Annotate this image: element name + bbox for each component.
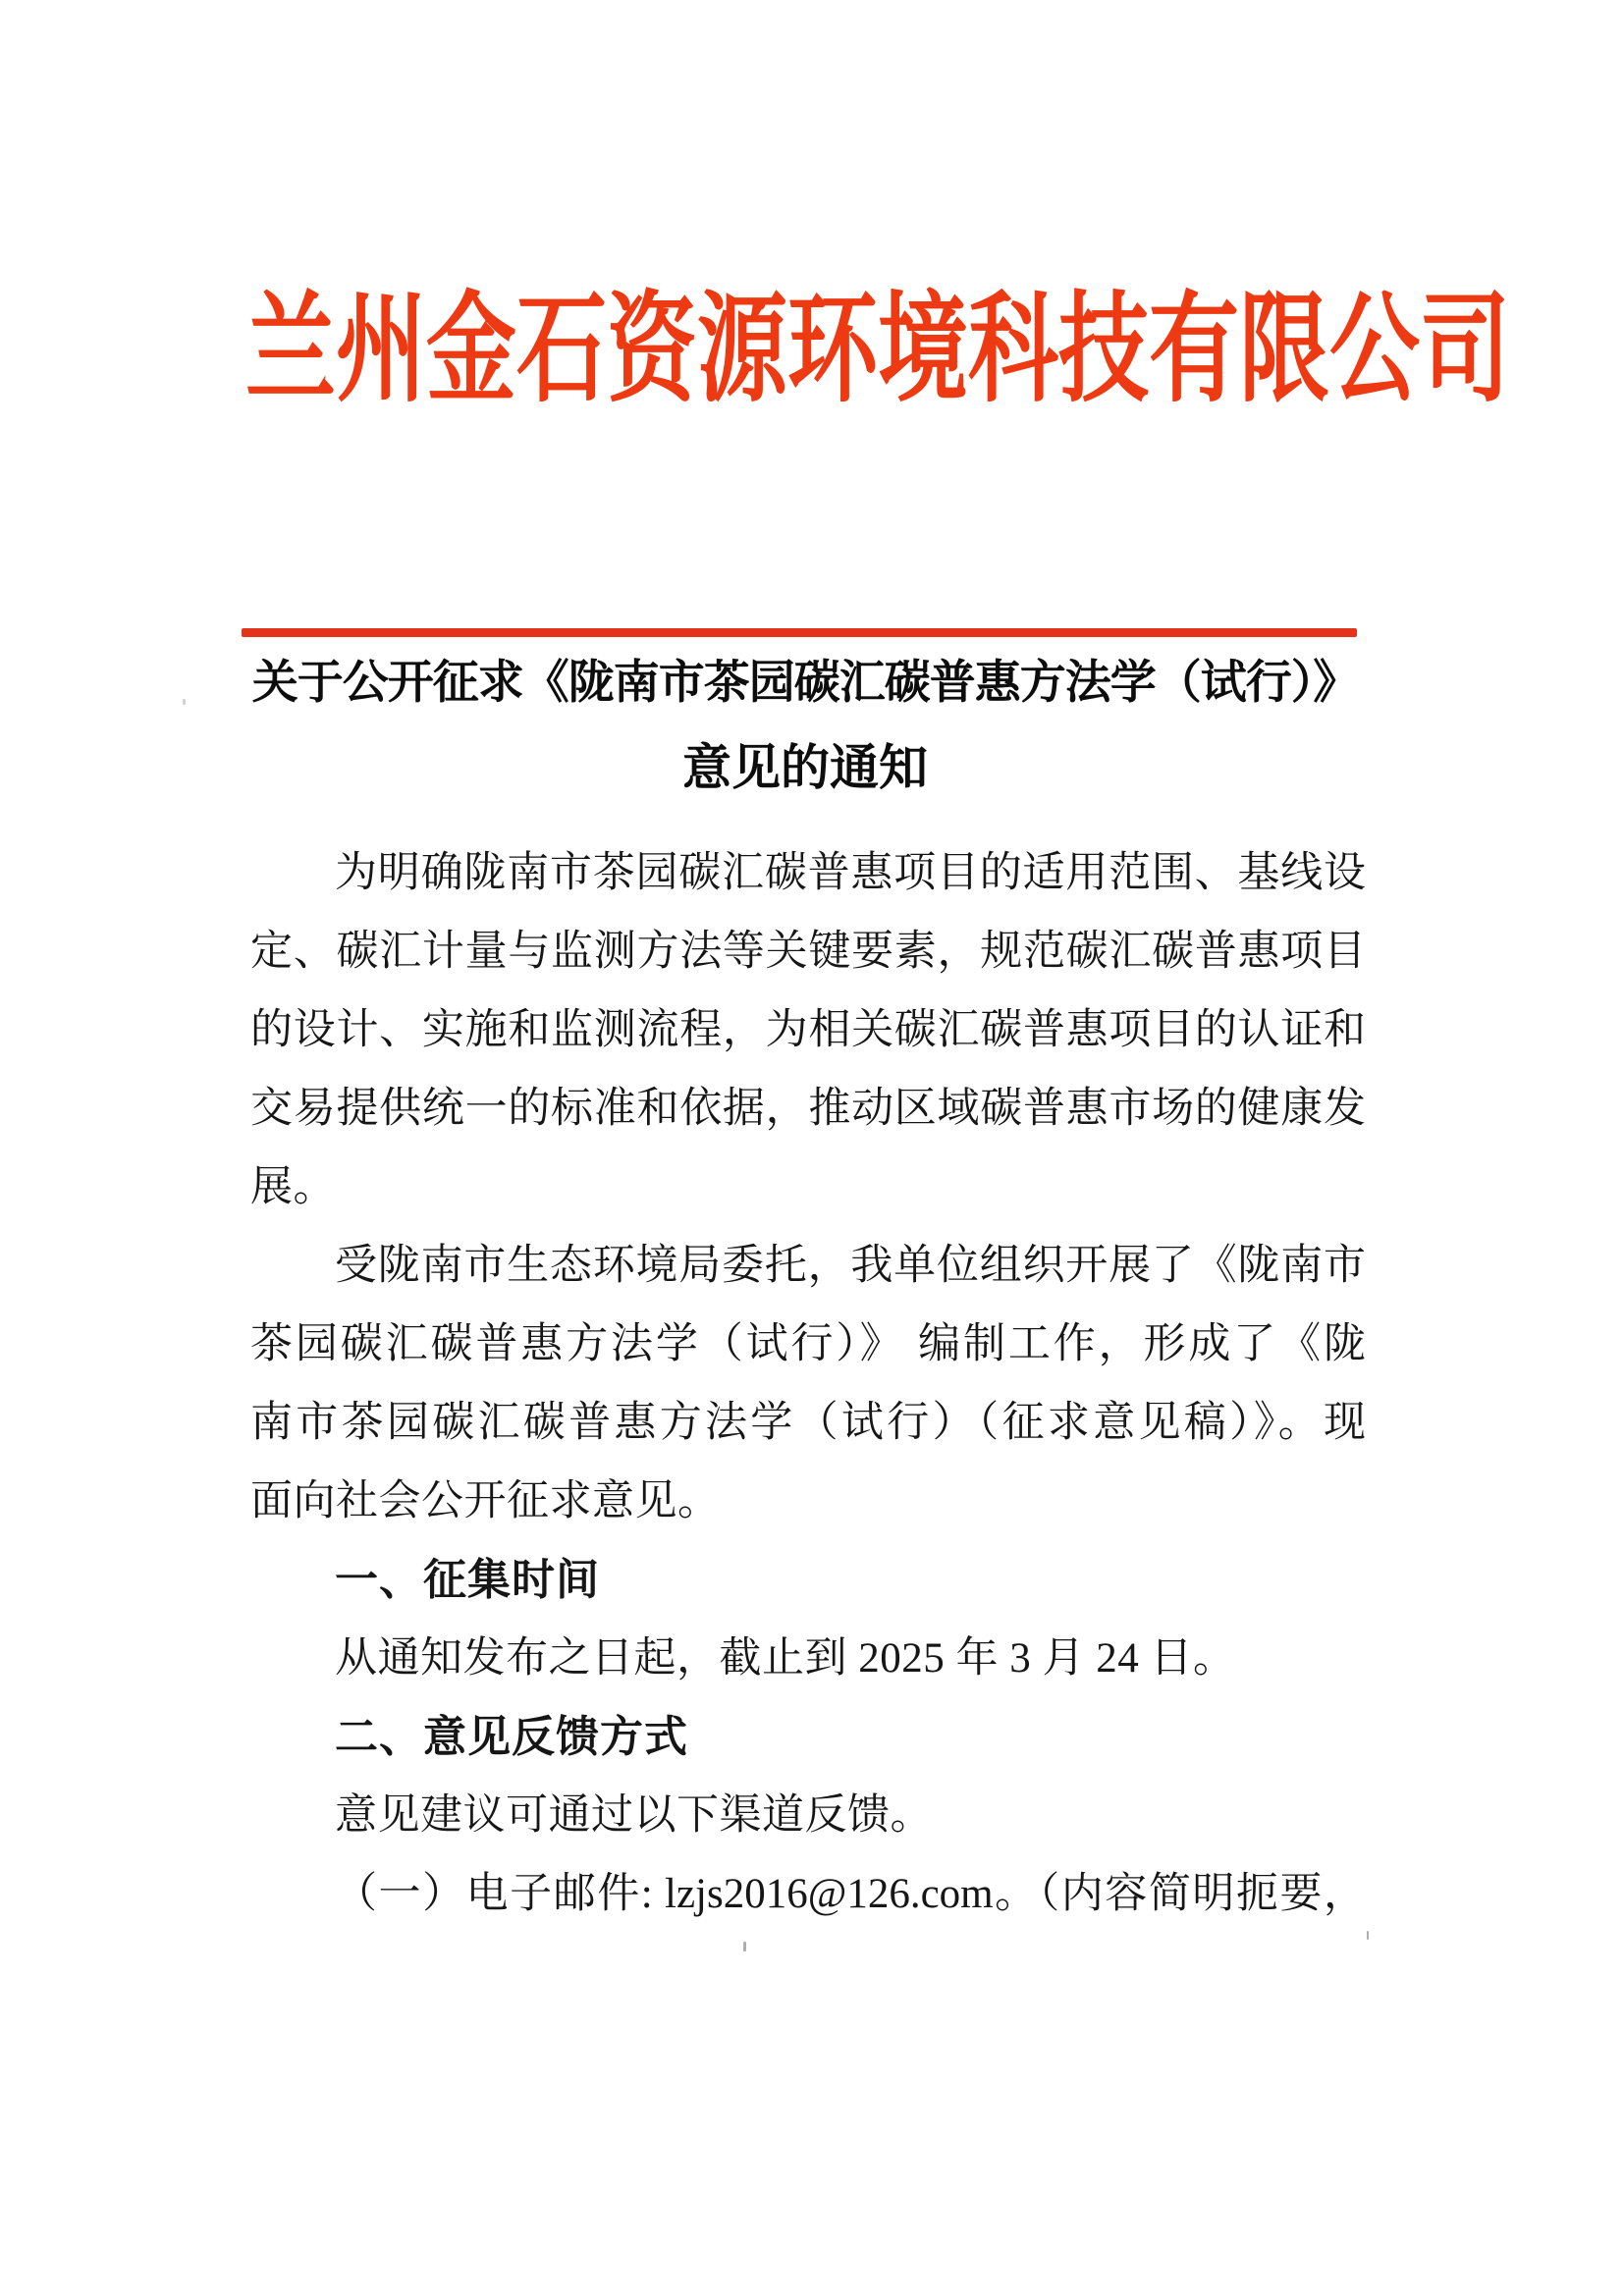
section-heading-collection-time: 一、征集时间 bbox=[335, 1556, 600, 1604]
body-line-email-contact: （一）电子邮件: lzjs2016@126.com。（内容简明扼要， bbox=[335, 1871, 1366, 1917]
body-line-deadline: 从通知发布之日起，截止到 2025 年 3 月 24 日。 bbox=[335, 1635, 1236, 1682]
body-line: 茶园碳汇碳普惠方法学（试行）》 编制工作，形成了《陇 bbox=[250, 1321, 1366, 1367]
section-heading-feedback-method: 二、意见反馈方式 bbox=[335, 1713, 688, 1761]
scan-speck bbox=[743, 1942, 746, 1951]
body-line: 为明确陇南市茶园碳汇碳普惠项目的适用范围、基线设 bbox=[335, 850, 1366, 896]
body-line: 交易提供统一的标准和依据，推动区域碳普惠市场的健康发 bbox=[250, 1086, 1366, 1132]
body-line: 的设计、实施和监测流程，为相关碳汇碳普惠项目的认证和 bbox=[250, 1007, 1366, 1053]
body-line: 面向社会公开征求意见。 bbox=[250, 1478, 721, 1524]
body-line: 南市茶园碳汇碳普惠方法学（试行）（征求意见稿）》。现 bbox=[250, 1400, 1366, 1446]
letterhead-divider-rule bbox=[242, 628, 1357, 637]
body-line: 展。 bbox=[250, 1164, 336, 1210]
letterhead-company-name: 兰州金石资源环境科技有限公司 bbox=[245, 284, 1511, 417]
scan-speck bbox=[1367, 1931, 1369, 1940]
body-line: 定、碳汇计量与监测方法等关键要素，规范碳汇碳普惠项目 bbox=[250, 929, 1366, 975]
notice-title-line-2: 意见的通知 bbox=[682, 740, 928, 795]
scan-speck bbox=[183, 699, 186, 705]
notice-title-line-1: 关于公开征求《陇南市茶园碳汇碳普惠方法学（试行）》 bbox=[251, 658, 1359, 709]
body-line: 意见建议可通过以下渠道反馈。 bbox=[335, 1792, 933, 1839]
body-line: 受陇南市生态环境局委托，我单位组织开展了《陇南市 bbox=[335, 1243, 1366, 1289]
notice-body bbox=[250, 834, 1366, 1934]
